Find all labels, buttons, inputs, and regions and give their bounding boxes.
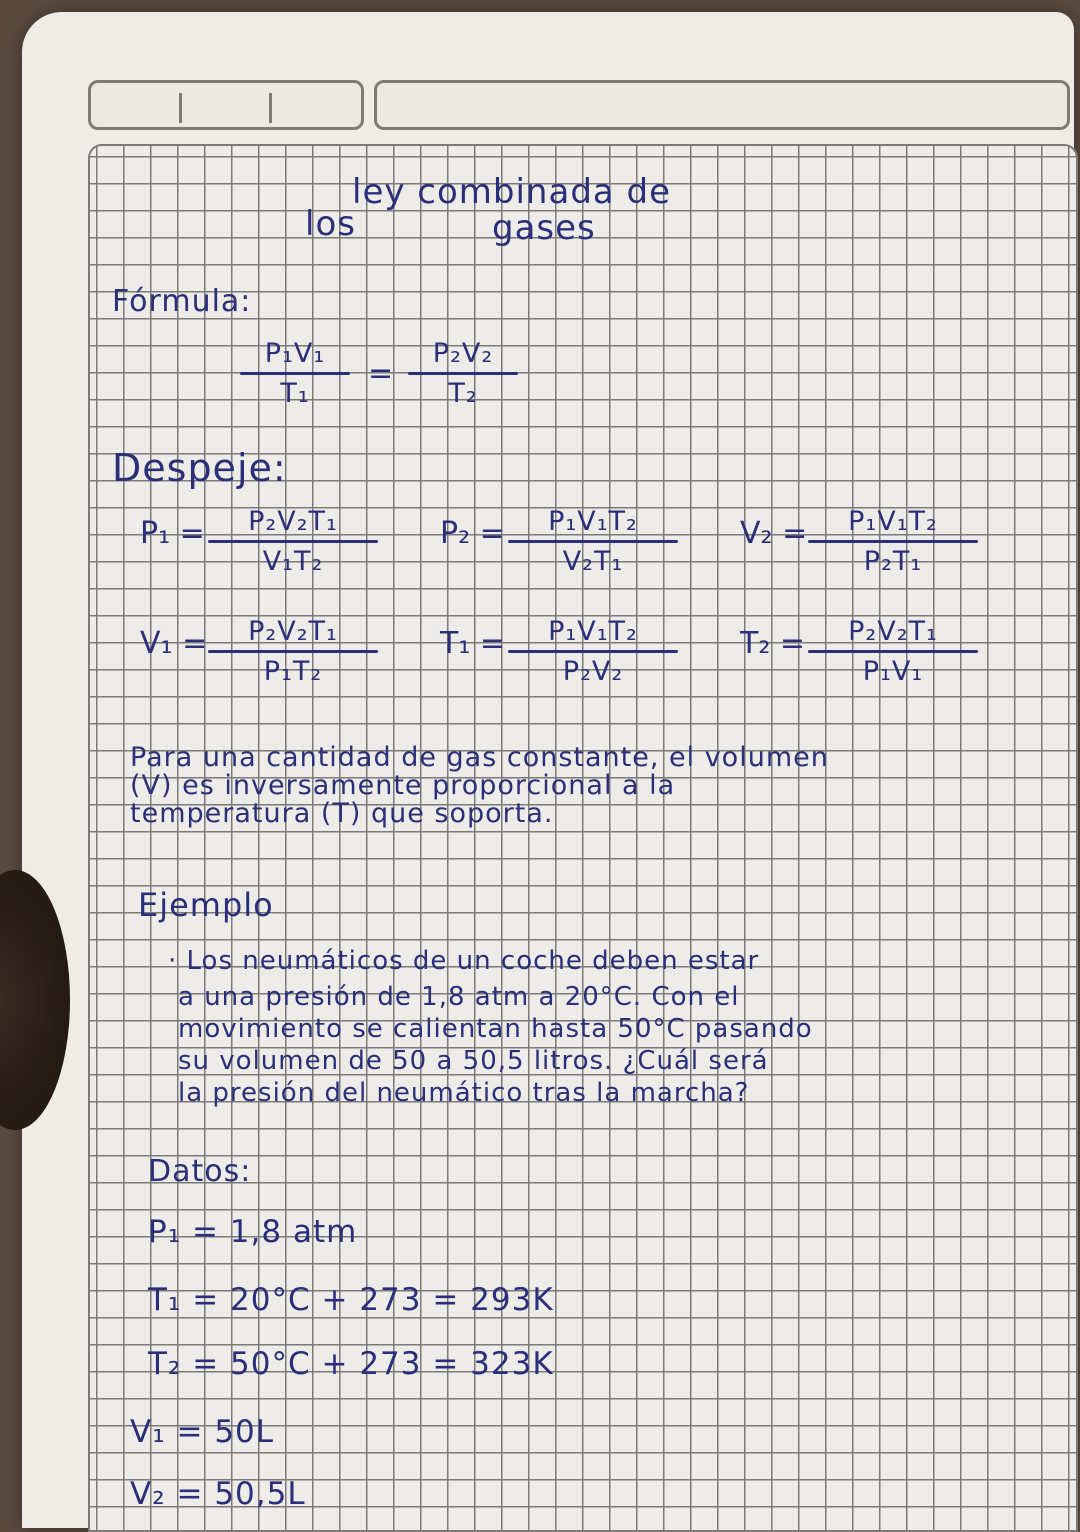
despeje-v1-numerator: P₂V₂T₁ (248, 616, 338, 647)
datos-v1: V₁ = 50L (130, 1414, 275, 1450)
despeje-t2-lhs: T₂ = (740, 626, 806, 661)
despeje-p2-denominator: V₂T₁ (562, 546, 624, 577)
datos-v2: V₂ = 50,5L (130, 1476, 306, 1512)
fraction-bar (808, 540, 978, 543)
fraction-bar (808, 650, 978, 653)
explanation-line-1: Para una cantidad de gas constante, el volumen (130, 742, 829, 773)
example-line-4: su volumen de 50 a 50,5 litros. ¿Cuál será (178, 1046, 769, 1076)
title-line-2-right: gases (492, 208, 596, 248)
formula-left-numerator: P₁V₁ (264, 338, 326, 369)
despeje-p1-denominator: V₁T₂ (262, 546, 324, 577)
formula-label: Fórmula: (112, 284, 252, 319)
formula-right-denominator: T₂ (448, 378, 478, 409)
despeje-p1-fraction (208, 506, 378, 577)
example-line-1: · Los neumáticos de un coche deben estar (168, 946, 760, 976)
despeje-p1-numerator: P₂V₂T₁ (248, 506, 338, 537)
despeje-p2-fraction (508, 506, 678, 577)
fraction-bar (408, 372, 518, 375)
despeje-t1-fraction (508, 616, 678, 687)
datos-t2: T₂ = 50°C + 273 = 323K (148, 1346, 554, 1382)
despeje-v2-denominator: P₂T₁ (863, 546, 923, 577)
example-line-5: la presión del neumático tras la marcha? (178, 1078, 750, 1108)
notebook-page (22, 12, 1074, 1528)
despeje-v2-fraction (808, 506, 978, 577)
formula-right-numerator: P₂V₂ (432, 338, 494, 369)
formula-right-fraction (408, 338, 518, 409)
despeje-v1-denominator: P₁T₂ (263, 656, 323, 687)
example-line-3: movimiento se calientan hasta 50°C pasando (178, 1014, 813, 1044)
datos-p1: P₁ = 1,8 atm (148, 1214, 358, 1250)
despeje-v1-fraction (208, 616, 378, 687)
date-divider (269, 93, 272, 123)
example-label: Ejemplo (138, 886, 274, 924)
example-line-2: a una presión de 1,8 atm a 20°C. Con el (178, 982, 740, 1012)
formula-left-fraction (240, 338, 350, 409)
date-box (88, 80, 364, 130)
formula-equals: = (368, 356, 394, 391)
despeje-label: Despeje: (112, 446, 287, 490)
despeje-t1-lhs: T₁ = (440, 626, 506, 661)
despeje-v1-lhs: V₁ = (140, 626, 208, 661)
date-divider (179, 93, 182, 123)
subject-box (374, 80, 1070, 130)
despeje-p1-lhs: P₁ = (140, 516, 205, 551)
despeje-p2-lhs: P₂ = (440, 516, 505, 551)
despeje-p2-numerator: P₁V₁T₂ (548, 506, 638, 537)
grid-paper (88, 144, 1078, 1532)
despeje-v2-numerator: P₁V₁T₂ (848, 506, 938, 537)
title-line-2-left: los (305, 204, 356, 244)
despeje-t2-denominator: P₁V₁ (862, 656, 924, 687)
fraction-bar (508, 650, 678, 653)
datos-t1: T₁ = 20°C + 273 = 293K (148, 1282, 554, 1318)
despeje-t2-fraction (808, 616, 978, 687)
explanation-line-2: (V) es inversamente proporcional a la (130, 770, 676, 801)
explanation-line-3: temperatura (T) que soporta. (130, 798, 554, 829)
fraction-bar (508, 540, 678, 543)
formula-left-denominator: T₁ (280, 378, 310, 409)
despeje-t1-denominator: P₂V₂ (562, 656, 624, 687)
fraction-bar (208, 540, 378, 543)
fraction-bar (240, 372, 350, 375)
page-header-strip (84, 76, 1074, 128)
datos-label: Datos: (148, 1154, 252, 1189)
fraction-bar (208, 650, 378, 653)
despeje-t2-numerator: P₂V₂T₁ (848, 616, 938, 647)
title-line-1: ley combinada de (352, 172, 672, 212)
despeje-v2-lhs: V₂ = (740, 516, 808, 551)
despeje-t1-numerator: P₁V₁T₂ (548, 616, 638, 647)
